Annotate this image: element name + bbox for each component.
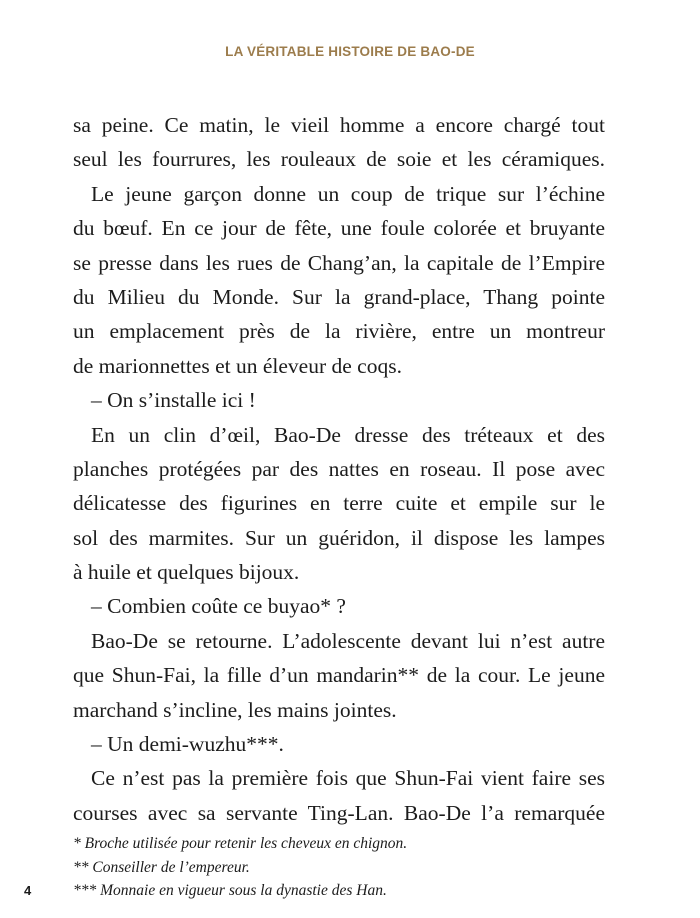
text-line: Le jeune garçon donne un coup de trique sur l’échine — [91, 181, 605, 206]
footnotes — [73, 832, 613, 903]
page-number: 4 — [24, 883, 32, 898]
text-line: un emplacement près de la rivière, entre un montreur — [73, 319, 605, 344]
text-line: que Shun-Fai, la fille d’un mandarin** de la cour. Le jeune — [73, 663, 605, 688]
dialogue-line: – Un demi-wuzhu***. — [91, 732, 284, 757]
text-line: sol des marmites. Sur un guéridon, il dispose les lampes — [73, 525, 605, 550]
body-text — [73, 108, 605, 830]
footnote: *** Monnaie en vigueur sous la dynastie des Han. — [73, 882, 387, 899]
text-line: seul les fourrures, les rouleaux de soie et les céramiques. — [73, 147, 605, 172]
dialogue-line: – Combien coûte ce buyao* ? — [91, 594, 346, 619]
footnote: * Broche utilisée pour retenir les cheveux en chignon. — [73, 835, 408, 852]
text-line: de marionnettes et un éleveur de coqs. — [73, 353, 402, 378]
text-line: Ce n’est pas la première fois que Shun-Fai vient faire ses — [91, 766, 605, 791]
text-line: à huile et quelques bijoux. — [73, 560, 300, 585]
text-line: se presse dans les rues de Chang’an, la capitale de l’Empire — [73, 250, 605, 275]
text-line: planches protégées par des nattes en roseau. Il pose avec — [73, 456, 605, 481]
footnote: ** Conseiller de l’empereur. — [73, 858, 250, 876]
text-line: marchand s’incline, les mains jointes. — [73, 697, 397, 722]
text-line: courses avec sa servante Ting-Lan. Bao-De l’a remarquée — [73, 800, 605, 825]
text-line: du bœuf. En ce jour de fête, une foule colorée et bruyante — [73, 216, 605, 241]
running-head: LA VÉRITABLE HISTOIRE DE BAO-DE — [225, 44, 475, 59]
text-line: délicatesse des figurines en terre cuite et empile sur le — [73, 491, 605, 516]
text-line: du Milieu du Monde. Sur la grand-place, Thang pointe — [73, 284, 605, 309]
text-line: En un clin d’œil, Bao-De dresse des tréteaux et des — [91, 422, 605, 447]
text-line: sa peine. Ce matin, le vieil homme a encore chargé tout — [73, 113, 605, 137]
dialogue-line: – On s’installe ici ! — [91, 388, 256, 413]
text-line: Bao-De se retourne. L’adolescente devant lui n’est autre — [91, 628, 605, 653]
